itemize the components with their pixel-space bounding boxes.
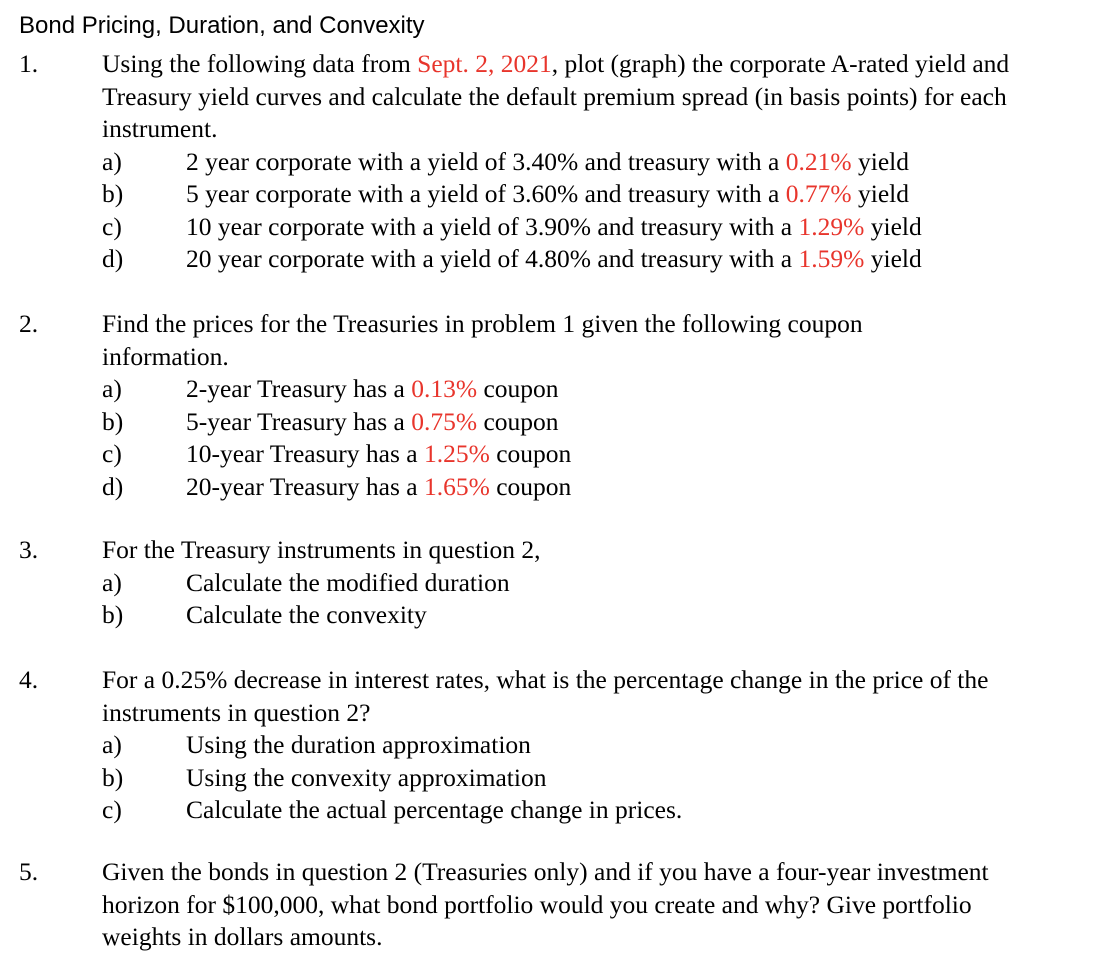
question-number: 1.	[19, 49, 39, 78]
sub-item-suffix: coupon	[477, 374, 559, 403]
sub-item-label: b)	[102, 406, 124, 436]
document-title: Bond Pricing, Duration, and Convexity	[19, 12, 425, 39]
sub-item-d	[102, 471, 1099, 504]
question-number: 4.	[19, 665, 39, 694]
sub-item-a	[102, 729, 1099, 762]
highlighted-value: 1.59%	[798, 244, 865, 273]
highlighted-value: 0.77%	[785, 179, 852, 208]
question-text-post: , plot (graph) the corporate A-rated yield and Treasury yield curves and calculate the default premium spread (in basis points) for each instrument.	[102, 49, 1010, 143]
sub-item-text: 5-year Treasury has a	[186, 406, 412, 436]
highlighted-value: 0.21%	[785, 146, 852, 176]
sub-item-text: Using the convexity approximation	[186, 762, 547, 792]
sub-item-label: a)	[102, 146, 122, 176]
sub-item-b	[102, 178, 1099, 211]
sub-item-text: 20 year corporate with a yield of 4.80% and treasury with a	[186, 244, 799, 273]
highlighted-value: 1.29%	[798, 211, 865, 241]
sub-item-text: Using the duration approximation	[186, 730, 531, 759]
question-text: For a 0.25% decrease in interest rates, what is the percentage change in the price of the instruments in question 2?	[102, 665, 989, 727]
question-1	[19, 48, 1099, 276]
sub-item-b	[102, 406, 1099, 439]
sub-item-label: a)	[102, 567, 122, 597]
sub-item-text: Calculate the actual percentage change in prices.	[186, 795, 683, 824]
sub-item-label: b)	[102, 600, 124, 629]
highlighted-value: 1.25%	[423, 439, 490, 468]
sub-item-d	[102, 243, 1099, 276]
sub-item-c	[102, 211, 1099, 244]
sub-item-label: a)	[102, 730, 122, 759]
question-text: For the Treasury instruments in question 2,	[102, 535, 541, 564]
sub-item-text: 10-year Treasury has a	[186, 439, 424, 468]
sub-item-text: 10 year corporate with a yield of 3.90% and treasury with a	[186, 211, 799, 241]
sub-item-suffix: coupon	[477, 406, 559, 436]
question-5	[19, 856, 1099, 954]
sub-item-text: Calculate the convexity	[186, 600, 427, 629]
sub-item-text: 5 year corporate with a yield of 3.60% and treasury with a	[186, 179, 786, 208]
question-number: 5.	[19, 857, 39, 886]
question-text: Given the bonds in question 2 (Treasuries only) and if you have a four-year investment horizon for $100,000, what bond portfolio would you create and why? Give portfolio weights in dollars amounts.	[102, 857, 989, 951]
highlighted-date: Sept. 2, 2021	[417, 49, 552, 78]
sub-item-suffix: yield	[851, 179, 909, 208]
highlighted-value: 0.75%	[411, 406, 478, 436]
sub-item-label: b)	[102, 179, 124, 208]
sub-item-label: c)	[102, 795, 122, 824]
sub-item-text: 2-year Treasury has a	[186, 374, 412, 403]
question-4	[19, 664, 1099, 827]
question-number: 3.	[19, 535, 39, 564]
sub-item-text: 2 year corporate with a yield of 3.40% and treasury with a	[186, 146, 786, 176]
sub-item-label: c)	[102, 211, 122, 241]
question-3	[19, 534, 1099, 632]
sub-item-b	[102, 762, 1099, 795]
sub-item-label: a)	[102, 374, 122, 403]
highlighted-value: 0.13%	[411, 374, 478, 403]
sub-item-suffix: yield	[864, 211, 922, 241]
sub-item-text: 20-year Treasury has a	[186, 471, 424, 501]
highlighted-value: 1.65%	[423, 471, 490, 501]
sub-item-a	[102, 146, 1099, 179]
sub-item-c	[102, 794, 1099, 827]
sub-item-suffix: coupon	[489, 439, 572, 468]
question-2	[19, 308, 1099, 503]
question-number: 2.	[19, 309, 39, 338]
sub-item-label: c)	[102, 439, 122, 468]
sub-item-a	[102, 373, 1099, 406]
question-text	[102, 48, 1042, 146]
sub-item-suffix: yield	[851, 146, 909, 176]
sub-item-label: d)	[102, 244, 124, 273]
sub-item-a	[102, 567, 1099, 600]
sub-item-text: Calculate the modified duration	[186, 567, 510, 597]
sub-item-label: d)	[102, 471, 124, 501]
question-text: Find the prices for the Treasuries in problem 1 given the following coupon information.	[102, 309, 863, 371]
sub-item-label: b)	[102, 762, 124, 792]
sub-item-suffix: yield	[864, 244, 922, 273]
question-text-pre: Using the following data from	[102, 49, 418, 78]
sub-item-suffix: coupon	[489, 471, 572, 501]
sub-item-b	[102, 599, 1099, 632]
sub-item-c	[102, 438, 1099, 471]
